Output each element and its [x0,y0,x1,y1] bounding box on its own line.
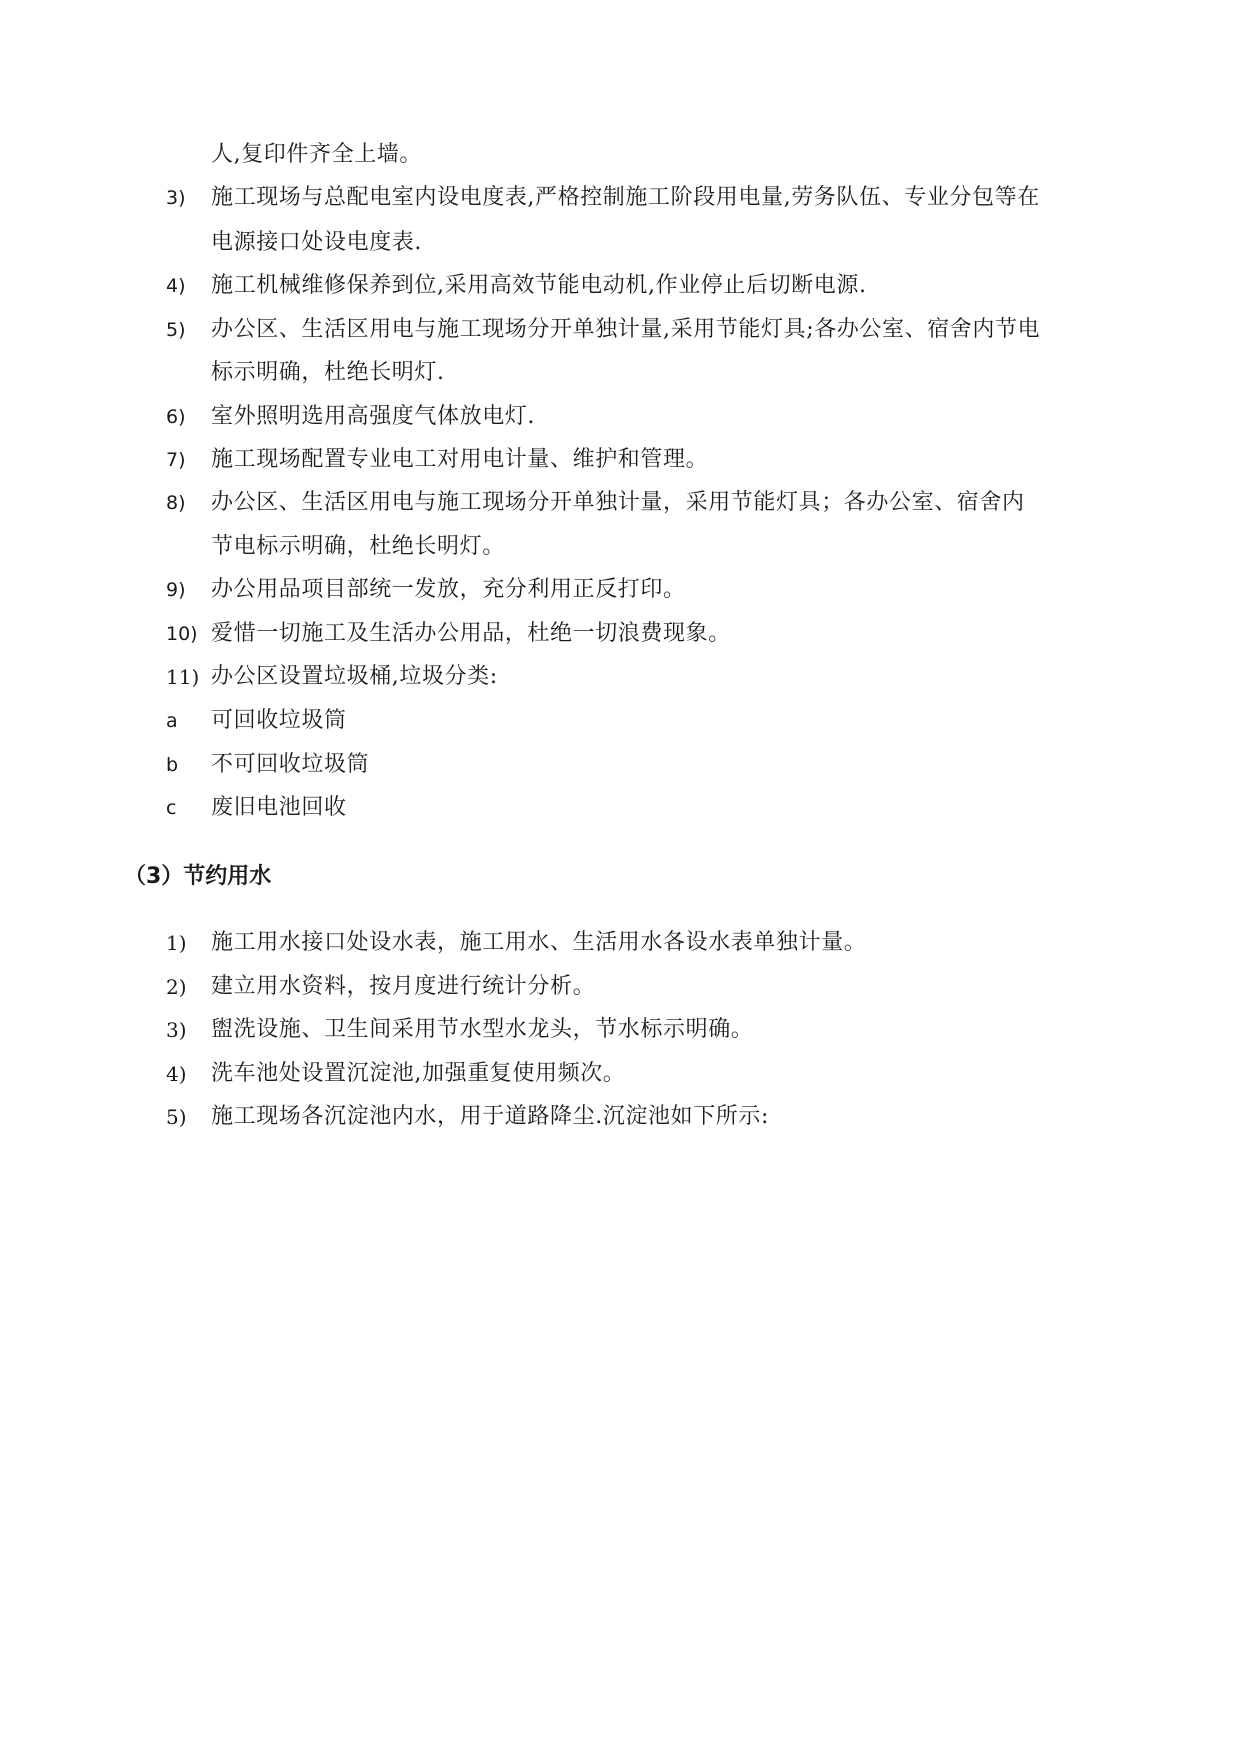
list-item-text: 施工机械维修保养到位,采用高效节能电动机,作业停止后切断电源. [211,273,867,298]
list-item-number: 9) [166,579,186,601]
list-item-letter: b [166,754,179,776]
list-item-letter: a [166,710,178,732]
list-item-number: 1) [166,931,187,955]
list-item-text: 施工现场各沉淀池内水，用于道路降尘.沉淀池如下所示: [211,1104,770,1129]
list-item-number: 4) [166,275,186,297]
list-item-number: 5) [166,319,186,341]
list-item-number: 3) [166,1018,187,1042]
list-item-number: 2) [166,975,187,999]
list-item-letter: c [166,797,177,819]
list-item-number: 10) [166,623,198,645]
list-item-number: 6) [166,406,186,428]
list-item-text: 办公区设置垃圾桶,垃圾分类: [211,664,498,689]
list-item-number: 3) [166,187,186,209]
list-item-text: 室外照明选用高强度气体放电灯. [211,404,535,429]
list-item-number: 7) [166,449,186,471]
list-item-text: 标示明确，杜绝长明灯. [211,360,445,385]
list-item-number: 5) [166,1105,187,1129]
list-item-number: 8) [166,492,186,514]
list-item-text: 电源接口处设电度表. [211,230,422,255]
list-item-text: 爱惜一切施工及生活办公用品，杜绝一切浪费现象。 [211,621,731,646]
list-item-text: 可回收垃圾筒 [211,708,347,733]
list-item-text: 建立用水资料，按月度进行统计分析。 [211,974,596,999]
list-item-text: 洗车池处设置沉淀池,加强重复使用频次。 [211,1061,626,1086]
list-item-text: 施工现场配置专业电工对用电计量、维护和管理。 [211,447,709,472]
list-item-continuation: 人,复印件齐全上墙。 [211,142,422,167]
list-item-text: 盥洗设施、卫生间采用节水型水龙头，节水标示明确。 [211,1017,754,1042]
list-item-text: 节电标示明确，杜绝长明灯。 [211,534,505,559]
list-item-number: 11) [166,665,200,689]
list-item-text: 不可回收垃圾筒 [211,752,370,777]
list-item-text: 废旧电池回收 [211,795,347,820]
list-item-text: 办公区、生活区用电与施工现场分开单独计量，采用节能灯具；各办公室、宿舍内 [211,490,1025,515]
section-heading: （3）节约用水 [124,864,272,889]
list-item-text: 办公区、生活区用电与施工现场分开单独计量,采用节能灯具;各办公室、宿舍内节电 [211,317,1041,342]
list-item-number: 4) [166,1062,187,1086]
list-item-text: 办公用品项目部统一发放，充分利用正反打印。 [211,577,686,602]
list-item-text: 施工用水接口处设水表，施工用水、生活用水各设水表单独计量。 [211,930,867,955]
list-item-text: 施工现场与总配电室内设电度表,严格控制施工阶段用电量,劳务队伍、专业分包等在 [211,185,1040,210]
